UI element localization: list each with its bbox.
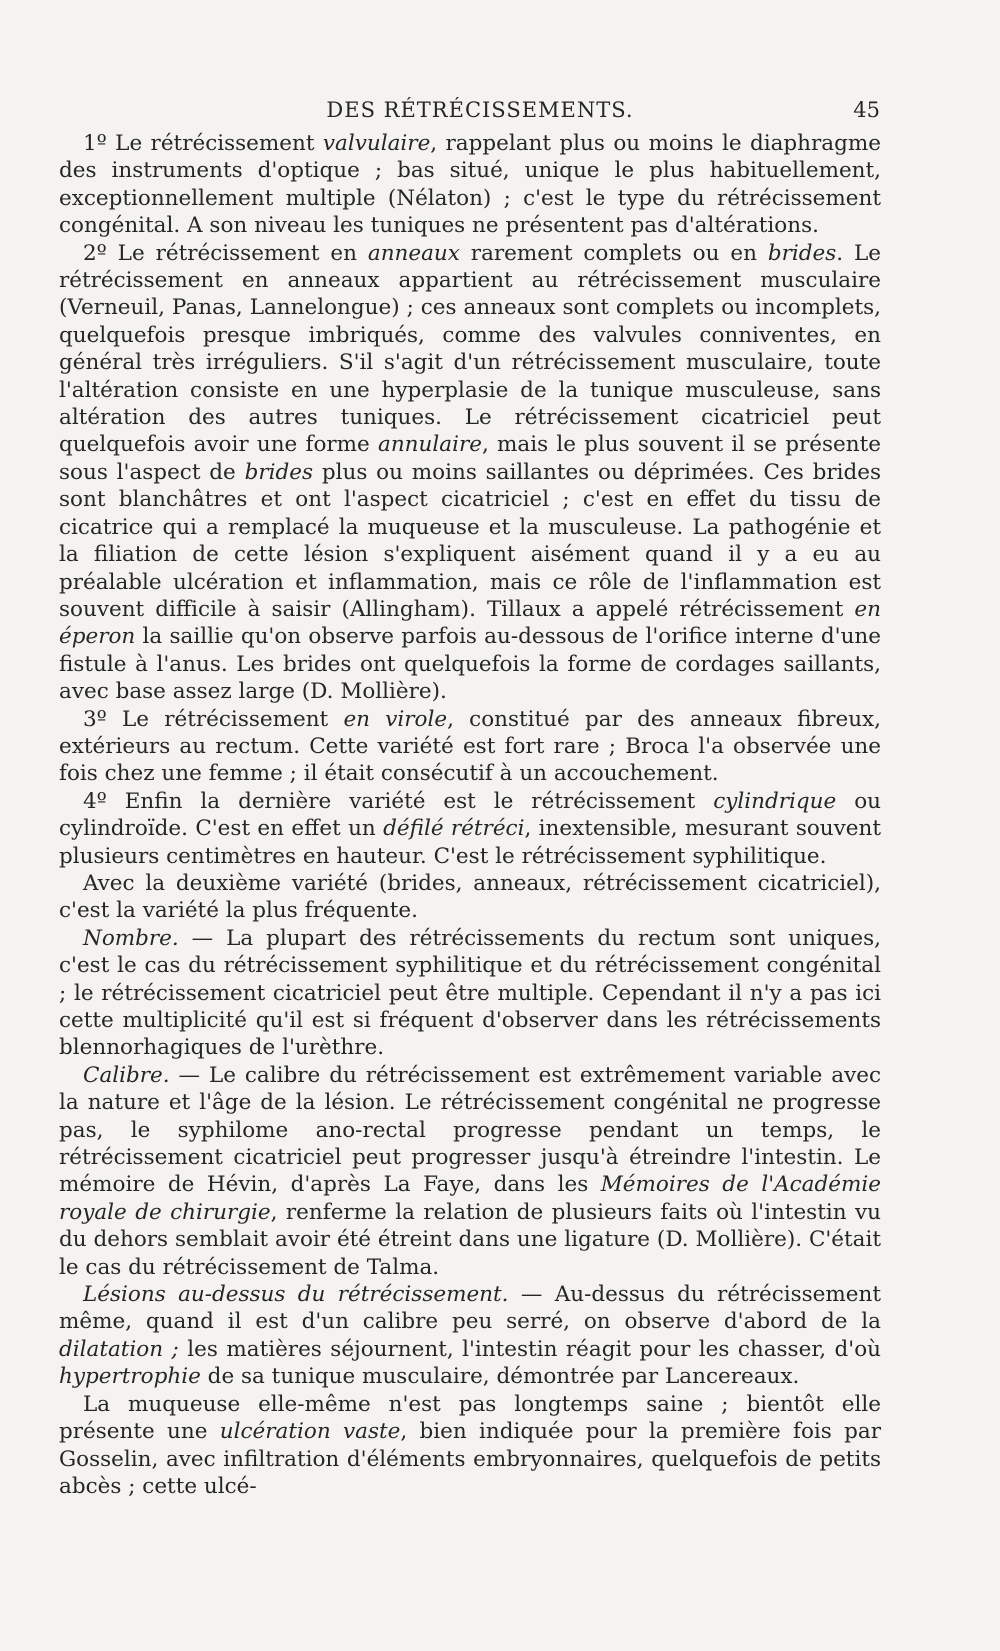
italic-text: cylindrique (713, 788, 837, 814)
page-header (80, 98, 880, 128)
text-run: — Le calibre du rétrécissement est extrêmement variable avec la nature et l'âge de la lésion. Le rétrécissement congénital ne progresse pas, le syphilome ano-rectal progresse pendant un temps, le rétrécissement cicatriciel peut progresser jusqu'à étreindre l'intestin. Le mémoire de Hévin, d'après La Faye, dans les (59, 1062, 881, 1198)
italic-text: brides (244, 459, 314, 485)
italic-text: défilé rétréci (383, 816, 525, 842)
text-run: . Le rétrécissement en anneaux appartient au rétrécissement musculaire (Verneuil, Panas, Lannelongue) ; ces anneaux sont complets ou incomplets, quelquefois presque imbriqués, comme des valvules conniventes, en général très irréguliers. S'il s'agit d'un rétrécissement musculaire, toute l'altération consiste en une hyperplasie de la tunique musculeuse, sans altération des autres tuniques. Le rétrécissement cicatriciel peut quelquefois avoir une forme (59, 240, 881, 458)
text-run: , mais le plus souvent il se présente sous l'aspect de (59, 432, 881, 485)
italic-text: Nombre. (83, 925, 179, 951)
body-text (59, 130, 881, 1500)
text-run: , bien indiquée pour la première fois par Gosselin, avec infiltration d'éléments embryonnaires, quelquefois de petits abcès ; cette ulcé- (59, 1419, 881, 1499)
paragraph (59, 240, 881, 706)
text-run: — Au-dessus du rétrécissement même, quand il est d'un calibre peu serré, on observe d'abord de la (59, 1282, 882, 1335)
text-run: 4º Enfin la dernière variété est le rétrécissement (83, 788, 714, 814)
running-head: DES RÉTRÉCISSEMENTS. (326, 98, 634, 122)
text-run: — La plupart des rétrécissements du rectum sont uniques, c'est le cas du rétrécissement syphilitique et du rétrécissement congénital ; le rétrécissement cicatriciel peut être multiple. Cependant il n'y a pas ici cette multiplicité qu'il est si fréquent d'observer dans les rétrécissements blennorhagiques de l'urèthre. (59, 925, 881, 1061)
text-run: Avec la deuxième variété (brides, anneaux, rétrécissement cicatriciel), c'est la variété la plus fréquente. (59, 870, 881, 924)
text-run: ou cylindroïde. C'est en effet un (59, 788, 881, 842)
italic-text: Calibre. (83, 1062, 170, 1088)
italic-text: annulaire (378, 432, 482, 458)
italic-text: anneaux (367, 240, 460, 266)
text-run: 3º Le rétrécissement (83, 706, 344, 732)
text-run: , constitué par des anneaux fibreux, extérieurs au rectum. Cette variété est fort rare ; Broca l'a observée une fois chez une femme ; il était consécutif à un accouchement. (59, 706, 881, 787)
italic-text: Mémoires de l'Académie royale de chirurgie (59, 1172, 881, 1225)
text-run: La muqueuse elle-même n'est pas longtemps saine ; bientôt elle présente une (59, 1391, 881, 1445)
italic-text: en éperon (59, 596, 881, 650)
italic-text: ulcération vaste (219, 1419, 401, 1445)
paragraph (59, 130, 881, 240)
italic-text: Lésions au-dessus du rétrécissement. (83, 1282, 509, 1308)
text-run: la saillie qu'on observe parfois au-dessous de l'orifice interne d'une fistule à l'anus. Les brides ont quelquefois la forme de cordages saillants, avec base assez large (D. Mollière). (59, 624, 881, 705)
italic-text: brides (767, 240, 837, 266)
text-run: de sa tunique musculaire, démontrée par Lancereaux. (200, 1364, 800, 1390)
text-run: plus ou moins saillantes ou déprimées. Ces brides sont blanchâtres et ont l'aspect cicatriciel ; c'est en effet du tissu de cicatrice qui a remplacé la muqueuse et la musculeuse. La pathogénie et la filiation de cette lésion s'expliquent aisément quand il y a eu au préalable ulcération et inflammation, mais ce rôle de l'inflammation est souvent difficile à saisir (Allingham). Tillaux a appelé rétrécissement (59, 459, 882, 622)
text-run: 1º Le rétrécissement (83, 131, 323, 156)
italic-text: en virole (343, 706, 448, 732)
text-run: , renferme la relation de plusieurs faits où l'intestin vu du dehors semblait avoir été étreint dans une ligature (D. Mollière). C'était le cas du rétrécissement de Talma. (59, 1199, 881, 1280)
paragraph (59, 706, 881, 788)
paragraph (59, 870, 881, 925)
text-run: 2º Le rétrécissement en (83, 240, 368, 266)
paragraph (59, 1062, 881, 1281)
paragraph (59, 1281, 881, 1391)
italic-text: hypertrophie (59, 1364, 201, 1390)
paragraph (59, 788, 881, 870)
italic-text: valvulaire (322, 131, 431, 156)
paragraph (59, 925, 881, 1062)
text-run: , inextensible, mesurant souvent plusieurs centimètres en hauteur. C'est le rétrécissement syphilitique. (59, 816, 882, 869)
text-run: rarement complets ou en (459, 240, 768, 266)
text-run: , rappelant plus ou moins le diaphragme des instruments d'optique ; bas situé, unique le plus habituellement, exceptionnellement multiple (Nélaton) ; c'est le type du rétrécissement congénital. A son niveau les tuniques ne présentent pas d'altérations. (59, 131, 881, 239)
italic-text: dilatation ; (59, 1336, 179, 1362)
paragraph (59, 1391, 881, 1501)
page-number: 45 (853, 98, 880, 122)
text-run: les matières séjournent, l'intestin réagit pour les chasser, d'où (178, 1336, 881, 1362)
